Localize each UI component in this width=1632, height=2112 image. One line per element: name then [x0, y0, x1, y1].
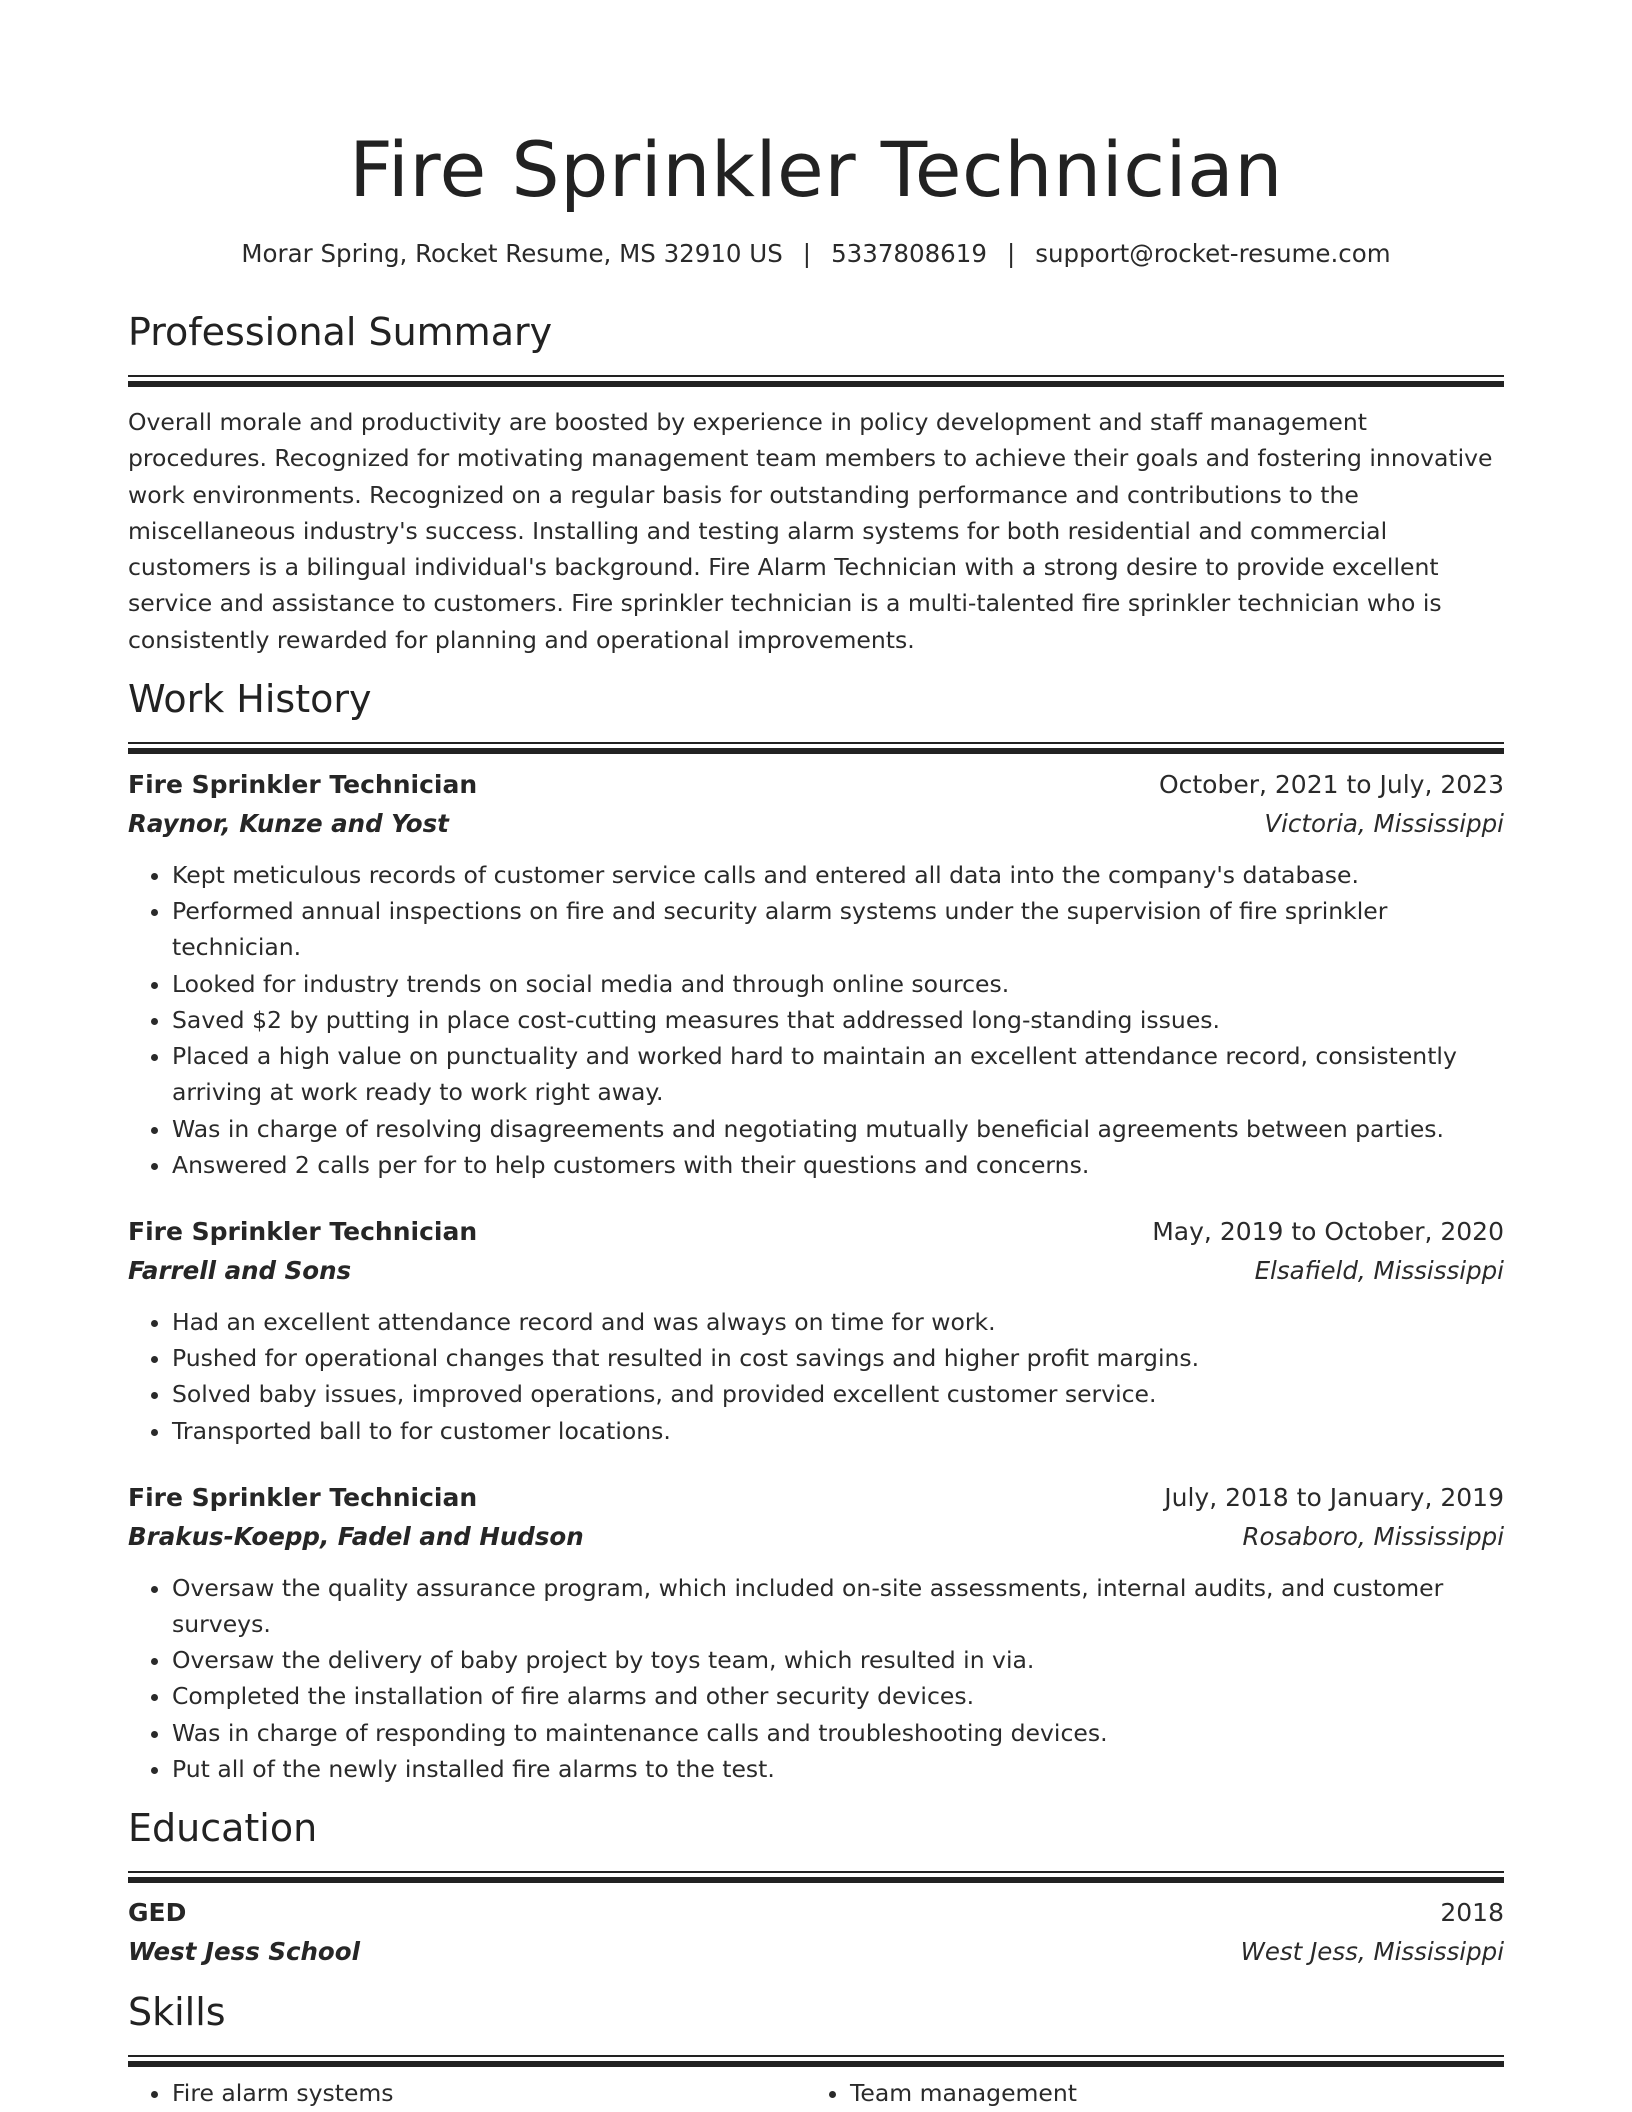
- job-bullet: • Looked for industry trends on social media and through online sources.: [172, 966, 1504, 1002]
- skills-column-right: [806, 2075, 1484, 2111]
- skills-columns: [128, 2075, 1504, 2111]
- job-bullet: • Oversaw the delivery of baby project by toys team, which resulted in via.: [172, 1642, 1504, 1678]
- contact-separator: |: [802, 239, 812, 268]
- section-divider: [128, 2061, 1504, 2067]
- section-divider: [128, 1871, 1504, 1873]
- job-bullets: [128, 857, 1504, 1183]
- job-bullet: • Had an excellent attendance record and was always on time for work.: [172, 1304, 1504, 1340]
- skill-item: • Fire alarm systems: [172, 2075, 806, 2111]
- section-divider: [128, 1877, 1504, 1883]
- job-location: Elsafield, Mississippi: [1254, 1255, 1504, 1285]
- skills-column-left: [128, 2075, 806, 2111]
- education-school: West Jess School: [128, 1936, 360, 1966]
- section-title-skills: Skills: [128, 1989, 226, 2034]
- job-bullet: • Saved $2 by putting in place cost-cutting measures that addressed long-standing issues.: [172, 1002, 1504, 1038]
- contact-line: [128, 238, 1504, 270]
- job-dates: May, 2019 to October, 2020: [1152, 1216, 1504, 1246]
- job-bullet: • Pushed for operational changes that resulted in cost savings and higher profit margins.: [172, 1340, 1504, 1376]
- work-history-section: [128, 675, 1504, 1787]
- job-bullet: • Solved baby issues, improved operations, and provided excellent customer service.: [172, 1376, 1504, 1412]
- section-title-work-history: Work History: [128, 677, 372, 722]
- job-company: Raynor, Kunze and Yost: [128, 809, 449, 839]
- job-bullets: [128, 1304, 1504, 1449]
- contact-email: support@rocket-resume.com: [1035, 239, 1391, 268]
- summary-text: Overall morale and productivity are boosted by experience in policy development and staff management procedures. Recognized for motivating management team members to achieve their goals and fostering innovative work environments. Recognized on a regular basis for outstanding performance and contributions to the miscellaneous industry's success. Installing and testing alarm systems for both residential and commercial customers is a bilingual individual's background. Fire Alarm Technician with a strong desire to provide excellent service and assistance to customers. Fire sprinkler technician is a multi-talented fire sprinkler technician who is consistently rewarded for planning and operational improvements.: [128, 408, 1493, 654]
- skill-item: • Team management: [850, 2075, 1484, 2111]
- job-bullet: • Oversaw the quality assurance program, which included on-site assessments, internal audits, and customer surveys.: [172, 1570, 1504, 1642]
- job-entry: [128, 1212, 1504, 1449]
- resume-name: Fire Sprinkler Technician: [349, 125, 1283, 214]
- job-bullet: • Was in charge of responding to maintenance calls and troubleshooting devices.: [172, 1715, 1504, 1751]
- job-bullet: • Performed annual inspections on fire and security alarm systems under the supervision of fire sprinkler technician.: [172, 893, 1504, 965]
- job-title: Fire Sprinkler Technician: [128, 770, 478, 800]
- section-divider: [128, 748, 1504, 754]
- education-section: [128, 1804, 1504, 1971]
- job-bullet: • Answered 2 calls per for to help customers with their questions and concerns.: [172, 1147, 1504, 1183]
- summary-section: [128, 308, 1504, 658]
- job-bullet: • Was in charge of resolving disagreements and negotiating mutually beneficial agreements between parties.: [172, 1111, 1504, 1147]
- section-divider: [128, 381, 1504, 387]
- education-entry: [128, 1893, 1504, 1971]
- job-dates: October, 2021 to July, 2023: [1158, 770, 1504, 800]
- education-year: 2018: [1440, 1897, 1504, 1927]
- section-divider: [128, 2055, 1504, 2057]
- education-location: West Jess, Mississippi: [1240, 1936, 1504, 1966]
- contact-phone: 5337808619: [831, 239, 987, 268]
- section-title-summary: Professional Summary: [128, 310, 553, 354]
- contact-address: Morar Spring, Rocket Resume, MS 32910 US: [241, 239, 783, 268]
- job-bullet: • Placed a high value on punctuality and worked hard to maintain an excellent attendance record, consistently arriving at work ready to work right away.: [172, 1038, 1504, 1110]
- job-location: Rosaboro, Mississippi: [1242, 1521, 1504, 1551]
- section-divider: [128, 375, 1504, 377]
- job-company: Brakus-Koepp, Fadel and Hudson: [128, 1521, 584, 1551]
- skills-section: [128, 1988, 1504, 2111]
- job-company: Farrell and Sons: [128, 1255, 352, 1285]
- job-entry: [128, 765, 1504, 1183]
- job-title: Fire Sprinkler Technician: [128, 1482, 478, 1512]
- section-title-education: Education: [128, 1805, 318, 1850]
- education-degree: GED: [128, 1897, 187, 1927]
- job-title: Fire Sprinkler Technician: [128, 1216, 478, 1246]
- job-entry: [128, 1478, 1504, 1787]
- contact-separator: |: [1006, 239, 1016, 268]
- job-location: Victoria, Mississippi: [1264, 809, 1504, 839]
- job-bullet: • Kept meticulous records of customer service calls and entered all data into the company's database.: [172, 857, 1504, 893]
- job-bullet: • Completed the installation of fire alarms and other security devices.: [172, 1678, 1504, 1714]
- job-bullets: [128, 1570, 1504, 1787]
- job-bullet: • Transported ball to for customer locations.: [172, 1413, 1504, 1449]
- job-dates: July, 2018 to January, 2019: [1164, 1482, 1504, 1512]
- section-divider: [128, 742, 1504, 744]
- job-bullet: • Put all of the newly installed fire alarms to the test.: [172, 1751, 1504, 1787]
